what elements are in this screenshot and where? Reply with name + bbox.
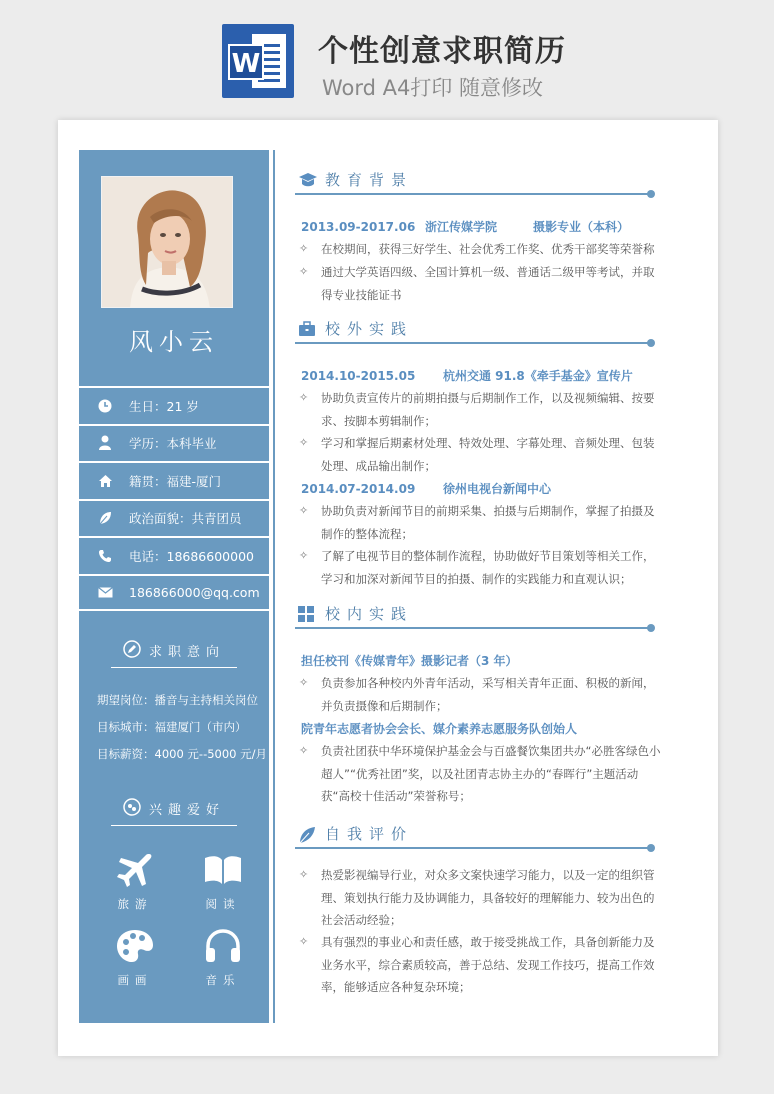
campus-practice-heading [295,600,655,630]
feather-icon [298,826,316,848]
hobbies-heading [111,792,237,826]
info-text: 电话：18686600000 [129,548,254,564]
job-intention-list [97,692,269,773]
education-bullet: ✧ 通过大学英语四级、全国计算机一级、普通话二级甲等考试，并取得专业技能证书 [299,261,663,306]
education-major: 摄影专业（本科） [533,220,630,234]
job-intention-heading [111,634,237,668]
info-phone [79,536,269,574]
info-text: 政治面貌：共青团员 [129,511,242,527]
headphones-icon [193,926,253,966]
heading-dot [647,190,655,198]
sidebar [79,150,269,1023]
hobby-label: 画画 [117,973,153,987]
campus-bullet: ✧ 负责参加各种校内外青年活动，采写相关青年正面、积极的新闻，并负责摄像和后期制作； [299,672,663,717]
phone-icon [97,548,113,564]
external-entry-head [301,367,633,384]
heading-line [295,193,651,195]
edit-icon [123,640,141,662]
heading-dot [647,624,655,632]
document-title: 个性创意求职简历 [318,34,566,69]
self-evaluation-title: 自我评价 [325,825,414,843]
job-position: 期望岗位：播音与主持相关岗位 [97,693,258,707]
graduation-cap-icon [298,172,318,192]
heading-dot [647,339,655,347]
candidate-name: 风小云 [129,328,219,356]
home-icon [97,473,113,489]
external-period: 2014.07-2014.09 [301,482,416,496]
clock-icon [97,398,113,414]
briefcase-icon [298,321,316,341]
external-entry-head [301,480,551,497]
info-text: 籍贯：福建-厦门 [129,473,222,489]
external-bullet: ✧ 学习和掌握后期素材处理、特效处理、字幕处理、音频处理、包装处理、成品输出制作； [299,432,663,477]
document-subtitle: Word A4打印 随意修改 [322,76,544,100]
heading-line [295,342,651,344]
info-birthday [79,386,269,424]
education-entry-head [301,218,629,235]
external-org: 杭州交通 91.8《牵手基金》宣传片 [443,369,633,383]
word-logo-letter: W [228,44,264,80]
external-bullet: ✧ 了解了电视节目的整体制作流程，协助做好节目策划等相关工作，学习和加深对新闻节目的拍摄、制作的实践能力和直观认识； [299,545,663,590]
external-practice-heading [295,315,655,345]
info-text: 生日：21 岁 [129,398,199,414]
education-period: 2013.09-2017.06 [301,220,416,234]
campus-practice-title: 校内实践 [325,605,414,623]
campus-entry-head: 担任校刊《传媒青年》摄影记者（3 年） [301,654,518,668]
sidebar-divider [273,150,275,1023]
job-intention-title: 求职意向 [148,645,225,660]
word-icon [222,24,294,98]
leaf-icon [97,510,113,526]
self-evaluation-heading [295,820,655,850]
education-heading [295,166,655,196]
hobby-icon [123,798,141,820]
info-hometown [79,461,269,499]
airplane-icon [105,850,165,890]
person-icon [97,435,113,451]
hobby-label: 阅读 [205,897,241,911]
info-education [79,424,269,462]
heading-dot [647,844,655,852]
external-period: 2014.10-2015.05 [301,369,416,383]
grid-icon [298,606,314,626]
info-text: 186866000@qq.com [129,584,260,600]
external-bullet: ✧ 协助负责宣传片的前期拍摄与后期制作工作，以及视频编辑、按要求、按脚本剪辑制作； [299,387,663,432]
profile-photo [101,176,233,308]
campus-bullet: ✧ 负责社团获中华环境保护基金会与百盛餐饮集团共办“必胜客绿色小超人”“优秀社团”奖，以及社团青志协主办的“春晖行”主题活动获“高校十佳活动”荣誉称号； [299,740,663,808]
hobby-painting [105,926,165,988]
hobby-travel [105,850,165,912]
hobby-label: 音乐 [205,973,241,987]
education-title: 教育背景 [325,171,414,189]
job-salary: 目标薪资：4000 元--5000 元/月 [97,747,268,761]
hobbies-title: 兴趣爱好 [148,803,225,818]
heading-line [295,847,651,849]
self-evaluation-bullet: ✧ 热爱影视编导行业，对众多文案快速学习能力，以及一定的组织管理、策划执行能力及协调能力，具备较好的理解能力、较为出色的社会活动经验； [299,864,663,932]
header-banner [0,0,774,118]
job-city: 目标城市：福建厦门（市内） [97,720,247,734]
external-bullet: ✧ 协助负责对新闻节目的前期采集、拍摄与后期制作，掌握了拍摄及制作的整体流程； [299,500,663,545]
heading-line [295,627,651,629]
external-practice-title: 校外实践 [325,320,414,338]
personal-info-list [79,386,269,611]
hobby-reading [193,850,253,912]
external-org: 徐州电视台新闻中心 [443,482,552,496]
campus-entry-head: 院青年志愿者协会会长、媒介素养志愿服务队创始人 [301,722,578,736]
self-evaluation-bullet: ✧ 具有强烈的事业心和责任感，敢于接受挑战工作，具备创新能力及业务水平，综合素质较高，善于总结、发现工作技巧，提高工作效率，能够适应各种复杂环境； [299,931,663,999]
info-email [79,574,269,612]
education-bullet: ✧ 在校期间，获得三好学生、社会优秀工作奖、优秀干部奖等荣誉称 [299,238,663,261]
hobby-music [193,926,253,988]
book-icon [193,850,253,890]
palette-icon [105,926,165,966]
info-political [79,499,269,537]
education-school: 浙江传媒学院 [425,220,498,234]
resume-page [58,120,718,1056]
hobby-label: 旅游 [117,897,153,911]
mail-icon [97,584,113,600]
info-text: 学历：本科毕业 [129,436,217,452]
